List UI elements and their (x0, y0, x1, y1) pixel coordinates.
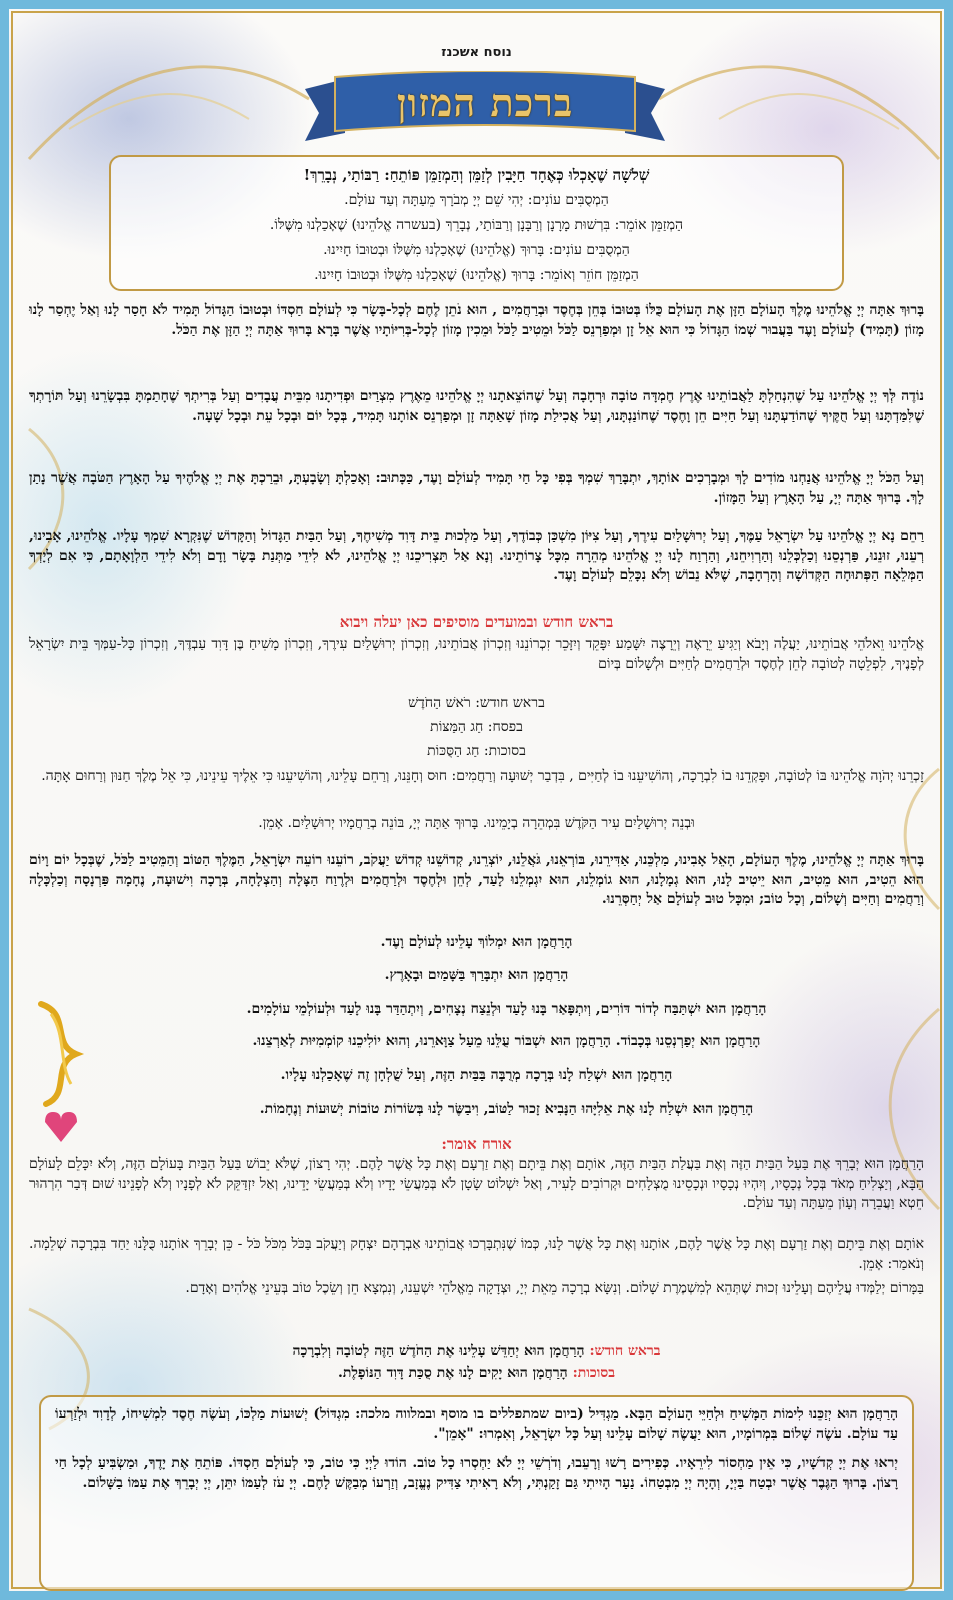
yaaleh-sukkot: בסוכות: חַג הַסֻּכּוֹת (427, 743, 526, 759)
harachaman-line: הָרַחֲמָן הוּא יְפַרְנְסֵנוּ בְּכָבוֹד. הָרַחֲמָן הוּא יִשְׁבּוֹר עֻלֵּנוּ מֵעַל צַוָּארֵנוּ, וְהוּא יוֹלִיכֵנוּ קוֹמְמִיּוּת לְאַרְצֵנוּ. (252, 1033, 761, 1049)
special-sukkot-label: בסוכות: (572, 1365, 616, 1381)
nusach-label: נוסח אשכנז (441, 45, 512, 60)
zimun-line: הַמְסֻבִּים עוֹנִים: יְהִי שֵׁם יְיָ מְבֹרָךְ מֵעַתָּה וְעַד עוֹלָם. (344, 192, 609, 208)
special-rosh-chodesh (69, 1343, 884, 1360)
guest-heading: אורח אומר: (441, 1135, 512, 1153)
paragraph-zochrenu: זָכְרֵנוּ יְהֹוָה אֱלֹהֵינוּ בּוֹ לְטוֹבָה, וּפָקְדֵנוּ בוֹ לִבְרָכָה, וְהוֹשִׁיעֵנוּ בוֹ לְחַיִּים , בִּדְבַר יְשׁוּעָה וְרַחֲמִים: חוּס וְחָנֵּנוּ, וְרַחֵם עָלֵינוּ, וְהוֹשִׁיעֵנוּ כִּי אֵלֶיךָ עֵינֵינוּ, כִּי אֵל מֶלֶךְ חַנּוּן וְרַחוּם אָתָּה. (41, 768, 924, 784)
harachaman-line: הָרַחֲמָן הוּא יִשְׁלַח לָנוּ בְּרָכָה מְרֻבָּה בַּבַּיִת הַזֶּה, וְעַל שֻׁלְחָן זֶה שֶׁאָכַלְנוּ עָלָיו. (280, 1067, 673, 1083)
special-rosh-chodesh-label: בראש חודש: (589, 1343, 661, 1359)
paragraph-closing-1: הָרַחֲמָן הוּא יְזַכֵּנוּ לִימוֹת הַמָּשִׁיחַ וּלְחַיֵּי הָעוֹלָם הַבָּא. מַגְדִּיל (ביום שמתפללים בו מוסף ובמלווה מלכה: מִגְדּוֹל) יְשׁוּעוֹת מַלְכּוֹ, וְעֹשֶׂה חֶסֶד לִמְשִׁיחוֹ, לְדָוִד וּלְזַרְעוֹ עַד עוֹלָם. עֹשֶׂה שָׁלוֹם בִּמְרוֹמָיו, הוּא יַעֲשֶׂה שָׁלוֹם עָלֵינוּ וְעַל כָּל יִשְׂרָאֵל, וְאִמְרוּ: "אָמֵן". (55, 1406, 898, 1442)
yaaleh-pesach: בפסח: חַג הַמַּצּוֹת (430, 719, 523, 735)
zimun-line: הַמְזַמֵּן חוֹזֵר וְאוֹמֵר: בָּרוּךְ (אֱלֹהֵינוּ) שֶׁאָכַלְנוּ מִשֶּׁלּוֹ וּבְטוּבוֹ חָיִינוּ. (314, 267, 639, 283)
paragraph-uvneh: וּבְנֵה יְרוּשָׁלַיִם עִיר הַקֹּדֶשׁ בִּמְהֵרָה בְיָמֵינוּ. בָּרוּךְ אַתָּה יְיָ, בּוֹנֵה בְרַחֲמָיו יְרוּשָׁלַיִם. אָמֵן. (258, 815, 695, 831)
zimun-line: שְׁלֹשָׁה שֶׁאָכְלוּ כְּאֶחָד חַיָּבִין לְזַמֵּן וְהַמְזַמֵּן פּוֹתֵחַ: רַבּוֹתַי, נְבָרֵךְ! (303, 166, 650, 184)
paragraph-closing-2: יְראוּ אֶת יְיָ קְדֹשָׁיו, כִּי אֵין מַחְסוֹר לִירֵאָיו. כְּפִירִים רָשׁוּ וְרָעֵבוּ, וְדֹרְשֵׁי יְיָ לֹא יַחְסְרוּ כָל טוֹב. הוֹדוּ לַיְיָ כִּי טוֹב, כִּי לְעוֹלָם חַסְדּוֹ. פּוֹתֵחַ אֶת יָדֶךָ, וּמַשְׂבִּיעַ לְכָל חַי רָצוֹן. בָּרוּךְ הַגֶּבֶר אֲשֶׁר יִבְטַח בַּיְיָ, וְהָיָה יְיָ מִבְטַחוֹ. נַעַר הָיִיתִי גַּם זָקַנְתִּי, וְלֹא רָאִיתִי צַדִּיק נֶעֱזָב, וְזַרְעוֹ מְבַקֶּשׁ לָחֶם. יְיָ עֹז לְעַמּוֹ יִתֵּן, יְיָ יְבָרֵךְ אֶת עַמּוֹ בַשָּׁלוֹם. (55, 1455, 898, 1491)
brand-logo (31, 994, 93, 1154)
special-sukkot-text: הָרַחֲמָן הוּא יָקִים לָנוּ אֶת סֻכַּת דָּוִד הַנּוֹפָלֶת. (337, 1365, 568, 1381)
paragraph-vealhakol: וְעַל הַכֹּל יְיָ אֱלֹהֵינוּ אֲנַחְנוּ מוֹדִים לָךְ וּמְבָרְכִים אוֹתָךְ, יִתְבָּרַךְ שִׁמְךָ בְּפִי כָּל חַי תָּמִיד לְעוֹלָם וָעֶד, כַּכָּתוּב: וְאָכַלְתָּ וְשָׂבָעְתָּ, וּבֵרַכְתָּ אֶת יְיָ אֱלֹהֶיךָ עַל הָאָרֶץ הַטֹּבָה אֲשֶׁר נָתַן לָךְ. בָּרוּךְ אַתָּה יְיָ, עַל הָאָרֶץ וְעַל הַמָּזוֹן. (29, 470, 924, 506)
zimun-box (109, 155, 844, 291)
paragraph-hatov: בָּרוּךְ אַתָּה יְיָ אֱלֹהֵינוּ, מֶלֶךְ הָעוֹלָם, הָאֵל אָבִינוּ, מַלְכֵּנוּ, אַדִּירֵנוּ, בּוֹרְאֵנוּ, גֹּאֲלֵנוּ, יוֹצְרֵנוּ, קְדוֹשֵׁנוּ קְדוֹשׁ יַעֲקֹב, רוֹעֵנוּ רוֹעֵה יִשְׂרָאֵל, הַמֶּלֶךְ הַטּוֹב וְהַמֵּטִיב לַכֹּל, שֶׁבְּכָל יוֹם וָיוֹם הוּא הֵטִיב, הוּא מֵטִיב, הוּא יֵיטִיב לָנוּ, הוּא גְמָלָנוּ, הוּא גוֹמְלֵנוּ, הוּא יִגְמְלֵנוּ לָעַד, לְחֵן וּלְחֶסֶד וּלְרַחֲמִים וּלְרֶוַח הַצָּלָה וְהַצְלָחָה, בְּרָכָה וִישׁוּעָה, נֶחָמָה פַּרְנָסָה וְכַלְכָּלָה וְרַחֲמִים וְחַיִּים וְשָׁלוֹם, וְכָל טוֹב; וּמִכָּל טוּב לְעוֹלָם אַל יְחַסְּרֵנוּ. (29, 852, 924, 907)
harachaman-line: הָרַחֲמָן הוּא יִמְלוֹךְ עָלֵינוּ לְעוֹלָם וָעֶד. (380, 934, 573, 950)
paragraph-rachem: רַחֵם נָא יְיָ אֱלֹהֵינוּ עַל יִשְׂרָאֵל עַמֶּךָ, וְעַל יְרוּשָׁלַיִם עִירֶךָ, וְעַל צִיּוֹן מִשְׁכַּן כְּבוֹדֶךָ, וְעַל מַלְכוּת בֵּית דָּוִד מְשִׁיחֶךָ, וְעַל הַבַּיִת הַגָּדוֹל וְהַקָּדוֹשׁ שֶׁנִּקְרָא שִׁמְךָ עָלָיו. אֱלֹהֵינוּ, אָבִינוּ, רְעֵנוּ, זוּנֵנוּ, פַּרְנְסֵנוּ וְכַלְכְּלֵנוּ וְהַרְוִיחֵנוּ, וְהַרְוַח לָנוּ יְיָ אֱלֹהֵינוּ מְהֵרָה מִכָּל צָרוֹתֵינוּ. וְנָא אַל תַּצְרִיכֵנוּ יְיָ אֱלֹהֵינוּ, לֹא לִידֵי מַתְּנַת בָּשָׂר וָדָם וְלֹא לִידֵי הַלְוָאָתָם, כִּי אִם לְיָדְךָ הַמְּלֵאָה הַפְּתוּחָה הַקְּדוֹשָׁה וְהָרְחָבָה, שֶׁלֹּא נֵבוֹשׁ וְלֹא נִכָּלֵם לְעוֹלָם וָעֶד. (29, 528, 924, 583)
harachaman-line: הָרַחֲמָן הוּא יִשְׁלַח לָנוּ אֶת אֵלִיָּהוּ הַנָּבִיא זָכוּר לַטּוֹב, וִיבַשֶּׂר לָנוּ בְּשׂוֹרוֹת טוֹבוֹת יְשׁוּעוֹת וְנֶחָמוֹת. (259, 1101, 754, 1117)
paragraph-guest-3: בַּמָּרוֹם יְלַמְּדוּ עֲלֵיהֶם וְעָלֵינוּ זְכוּת שֶׁתְּהֵא לְמִשְׁמֶרֶת שָׁלוֹם. וְנִשָּׂא בְרָכָה מֵאֵת יְיָ, וּצְדָקָה מֵאֱלֹהֵי יִשְׁעֵנוּ, וְנִמְצָא חֵן וְשֵׂכֶל טוֹב בְּעֵינֵי אֱלֹהִים וְאָדָם. (185, 1280, 924, 1296)
paragraph-guest-2: אוֹתָם וְאֶת בֵּיתָם וְאֶת זַרְעָם וְאֶת כָּל אֲשֶׁר לָהֶם, אוֹתָנוּ וְאֶת כָּל אֲשֶׁר לָנוּ, כְּמוֹ שֶׁנִּתְבָּרְכוּ אֲבוֹתֵינוּ אַבְרָהָם יִצְחָק וְיַעֲקֹב בַּכֹּל מִכֹּל כֹּל - כֵּן יְבָרֵךְ אוֹתָנוּ כֻּלָּנוּ יַחַד בִּבְרָכָה שְׁלֵמָה. וְנֹאמַר: אָמֵן. (29, 1236, 924, 1272)
harachaman-line: הָרַחֲמָן הוּא יִתְבָּרַךְ בַּשָּׁמַיִם וּבָאָרֶץ. (384, 967, 569, 983)
page-title: ברכת המזון (396, 80, 574, 125)
zimun-line: הַמְזַמֵּן אוֹמֵר: בִּרְשׁוּת מָרָנָן וְרַבָּנָן וְרַבּוֹתַי, נְבָרֵךְ (בעשרה אֱלֹהֵינוּ) שֶׁאָכַלְנוּ מִשֶּׁלּוֹ. (269, 217, 684, 233)
paragraph-guest-1: הָרַחֲמָן הוּא יְבָרֵךְ אֶת בַּעַל הַבַּיִת הַזֶּה וְאֶת בַּעֲלַת הַבַּיִת הַזֶּה, אוֹתָם וְאֶת בֵּיתָם וְאֶת זַרְעָם וְאֶת כָּל אֲשֶׁר לָהֶם. יְהִי רָצוֹן, שֶׁלֹּא יֵבוֹשׁ בַּעַל הַבַּיִת בָּעוֹלָם הַזֶּה, וְלֹא יִכָּלֵם לָעוֹלָם הַבָּא, וְיַצְלִיחַ מְאֹד בְּכָל נְכָסָיו, וְיִהְיוּ נְכָסָיו וּנְכָסֵינוּ מֻצְלָחִים וּקְרוֹבִים לָעִיר, וְאַל יִשְׁלוֹט שָׂטָן לֹא בְּמַעֲשֵׂי יָדָיו וְלֹא בְּמַעֲשֵׂי יָדֵינוּ, וְאַל יִזְדַּקֵּק לֹא לְפָנָיו וְלֹא לְפָנֵינוּ שׁוּם דְּבַר הִרְהוּר חֵטְא וַעֲבֵרָה וְעָוֹן מֵעַתָּה וְעַד עוֹלָם. (29, 1156, 924, 1211)
closing-box (39, 1395, 914, 1591)
paragraph-hazan: בָּרוּךְ אַתָּה יְיָ אֱלֹהֵינוּ מֶלֶךְ הָעוֹלָם הַזָּן אֶת הָעוֹלָם כֻּלּוֹ בְּטוּבוֹ בְּחֵן בְּחֶסֶד וּבְרַחֲמִים , הוּא נֹתֵן לֶחֶם לְכָל-בָּשָׂר כִּי לְעוֹלָם חַסְדּוֹ וּבְטוּבוֹ הַגָּדוֹל תָּמִיד לֹא חָסַר לָנוּ וְאַל יֶחְסַר לָנוּ מָזוֹן (תָּמִיד) לְעוֹלָם וָעֶד בַּעֲבוּר שְׁמוֹ הַגָּדוֹל כִּי הוּא אֵל זָן וּמְפַרְנֵס לַכֹּל וּמֵטִיב לַכֹּל וּמֵכִין מָזוֹן לְכָל-בְּרִיּוֹתָיו אֲשֶׁר בָּרָא בָּרוּךְ אַתָּה יְיָ הַזָּן אֶת הַכֹּל. (29, 302, 924, 338)
harachaman-line: הָרַחֲמָן הוּא יִשְׁתַּבַּח לְדוֹר דּוֹרִים, וְיִתְפָּאַר בָּנוּ לָעַד וּלְנֵצַח נְצָחִים, וְיִתְהַדַּר בָּנוּ לָעַד וּלְעוֹלְמֵי עוֹלָמִים. (246, 1001, 767, 1017)
yaaleh-rosh-chodesh: בראש חודש: רֹאשׁ הַחֹדֶשׁ (408, 695, 545, 711)
paragraph-yaaleh: אֱלֹהֵינוּ וֵאלֹהֵי אֲבוֹתֵינוּ, יַעֲלֶה וְיָבֹא וְיַגִּיעַ יֵרָאֶה וְיֵרָצֶה יִשָּׁמַע יִפָּקֵד וְיִזָּכֵר זִכְרוֹנֵנוּ וְזִכְרוֹן אֲבוֹתֵינוּ, וְזִכְרוֹן יְרוּשָׁלַיִם עִירֶךָ, וְזִכְרוֹן מָשִׁיחַ בֶּן דָּוִד עַבְדֶּךָ, וְזִכְרוֹן כָּל-עַמְּךָ בֵּית יִשְׂרָאֵל לְפָנֶיךָ, לִפְלֵטָה לְטוֹבָה לְחֵן לְחֶסֶד וּלְרַחֲמִים לְחַיִּים וּלְשָׁלוֹם בְּיוֹם (29, 636, 924, 672)
special-sukkot (69, 1365, 884, 1382)
zimun-line: הַמְסֻבִּים עוֹנִים: בָּרוּךְ (אֱלֹהֵינוּ) שֶׁאָכַלְנוּ מִשֶּׁלּוֹ וּבְטוּבוֹ חָיִינוּ. (323, 242, 630, 258)
special-rosh-chodesh-text: הָרַחֲמָן הוּא יְחַדֵּשׁ עָלֵינוּ אֶת הַחֹדֶשׁ הַזֶּה לְטוֹבָה וְלִבְרָכָה (292, 1343, 585, 1359)
paragraph-nodeh: נוֹדֶה לְּךָ יְיָ אֱלֹהֵינוּ עַל שֶׁהִנְחַלְתָּ לַאֲבוֹתֵינוּ אֶרֶץ חֶמְדָּה טוֹבָה וּרְחָבָה וְעַל שֶׁהוֹצֵאתָנוּ יְיָ אֱלֹהֵינוּ מֵאֶרֶץ מִצְרַיִם וּפְדִיתָנוּ מִבֵּית עֲבָדִים וְעַל בְּרִיתְךָ שֶׁחָתַמְתָּ בִּבְשָׂרֵנוּ וְעַל תּוֹרָתְךָ שֶׁלִּמַּדְתָּנוּ וְעַל חֻקֶּיךָ שֶׁהוֹדַעְתָּנוּ וְעַל חַיִּים חֵן וָחֶסֶד שֶׁחוֹנַנְתָּנוּ, וְעַל אֲכִילַת מָזוֹן שָׁאַתָּה זָן וּמְפַרְנֵס אוֹתָנוּ תָּמִיד, בְּכָל יוֹם וּבְכָל עֵת וּבְכָל שָׁעָה. (29, 388, 924, 424)
yaaleh-heading: בראש חודש ובמועדים מוסיפים כאן יעלה ויבוא (339, 613, 614, 631)
